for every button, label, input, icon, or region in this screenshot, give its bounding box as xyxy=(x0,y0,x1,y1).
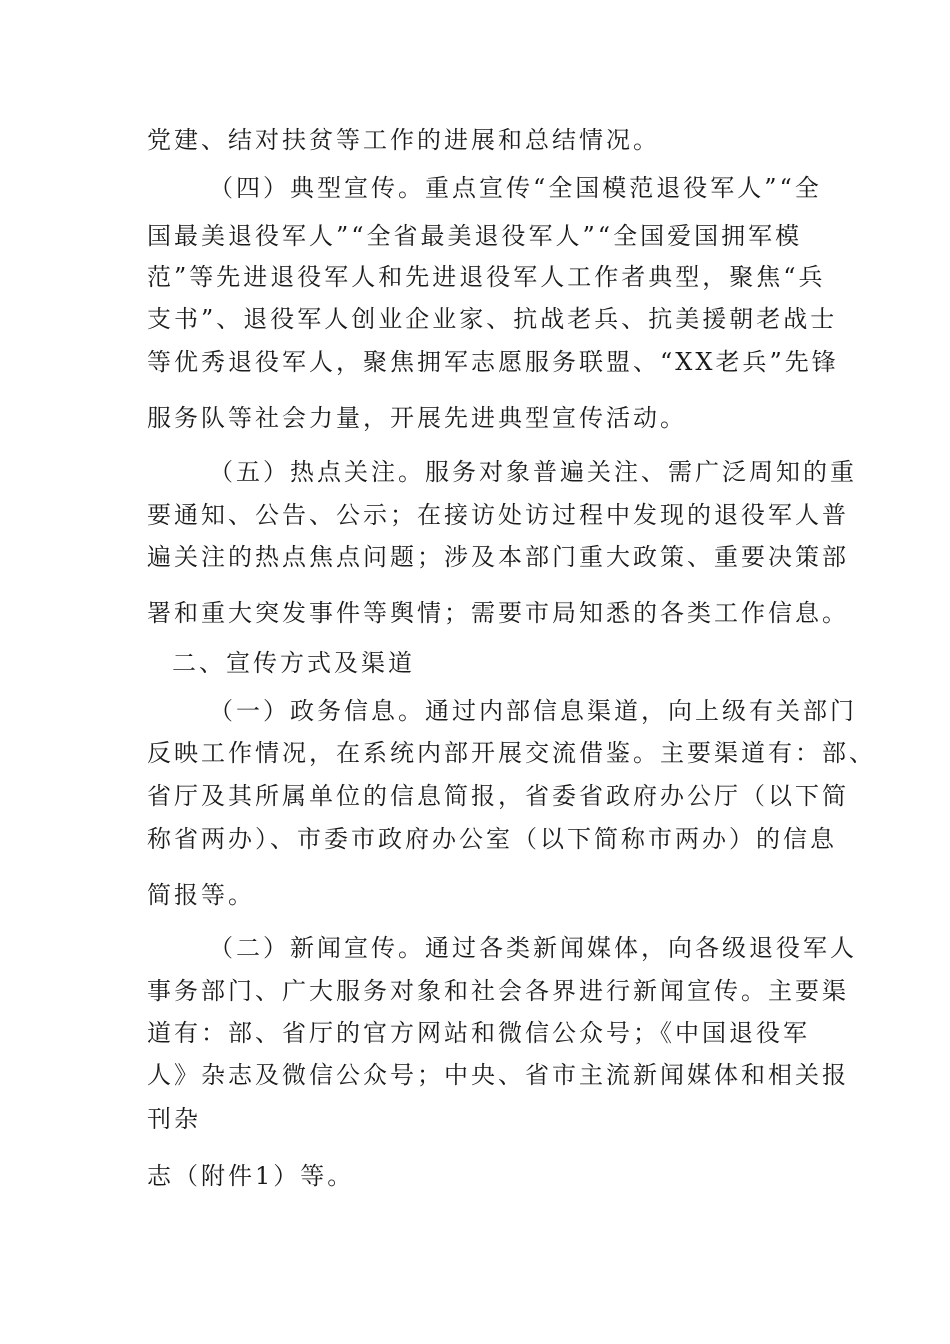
paragraph-line: 要通知、公告、公示；在接访处访过程中发现的退役军人普 xyxy=(147,501,849,529)
paragraph-line: 事务部门、广大服务对象和社会各界进行新闻宣传。主要渠 xyxy=(147,977,849,1005)
paragraph-line: （五）热点关注。服务对象普遍关注、需广泛周知的重 xyxy=(209,458,857,486)
paragraph-line: 支书”、退役军人创业企业家、抗战老兵、抗美援朝老战士 xyxy=(147,305,838,333)
paragraph-line: 人》杂志及微信公众号；中央、省市主流新闻媒体和相关报 xyxy=(147,1061,849,1089)
paragraph-line: 等优秀退役军人，聚焦拥军志愿服务联盟、“XX老兵”先锋 xyxy=(147,348,839,376)
paragraph-line: 刊杂 xyxy=(147,1105,201,1133)
paragraph-line: 范”等先进退役军人和先进退役军人工作者典型，聚焦“兵 xyxy=(147,263,826,291)
paragraph-line: 志（附件1）等。 xyxy=(147,1162,355,1190)
paragraph-line: （一）政务信息。通过内部信息渠道，向上级有关部门 xyxy=(209,697,857,725)
paragraph-line: 党建、结对扶贫等工作的进展和总结情况。 xyxy=(147,126,660,154)
paragraph-line: 署和重大突发事件等舆情；需要市局知悉的各类工作信息。 xyxy=(147,599,849,627)
paragraph-line: 遍关注的热点焦点问题；涉及本部门重大政策、重要决策部 xyxy=(147,543,849,571)
paragraph-line: 简报等。 xyxy=(147,881,255,909)
paragraph-line: 国最美退役军人”“全省最美退役军人”“全国爱国拥军模 xyxy=(147,222,803,250)
paragraph-line: 反映工作情况，在系统内部开展交流借鉴。主要渠道有：部、 xyxy=(147,739,876,767)
paragraph-line: 道有：部、省厅的官方网站和微信公众号；《中国退役军 xyxy=(147,1019,810,1047)
paragraph-line: 服务队等社会力量，开展先进典型宣传活动。 xyxy=(147,404,687,432)
paragraph-line: （四）典型宣传。重点宣传“全国模范退役军人”“全 xyxy=(209,174,822,202)
section-heading: 二、宣传方式及渠道 xyxy=(172,649,415,677)
paragraph-line: 省厅及其所属单位的信息简报，省委省政府办公厅（以下简 xyxy=(147,782,849,810)
paragraph-line: （二）新闻宣传。通过各类新闻媒体，向各级退役军人 xyxy=(209,934,857,962)
paragraph-line: 称省两办）、市委市政府办公室（以下简称市两办）的信息 xyxy=(147,825,837,853)
